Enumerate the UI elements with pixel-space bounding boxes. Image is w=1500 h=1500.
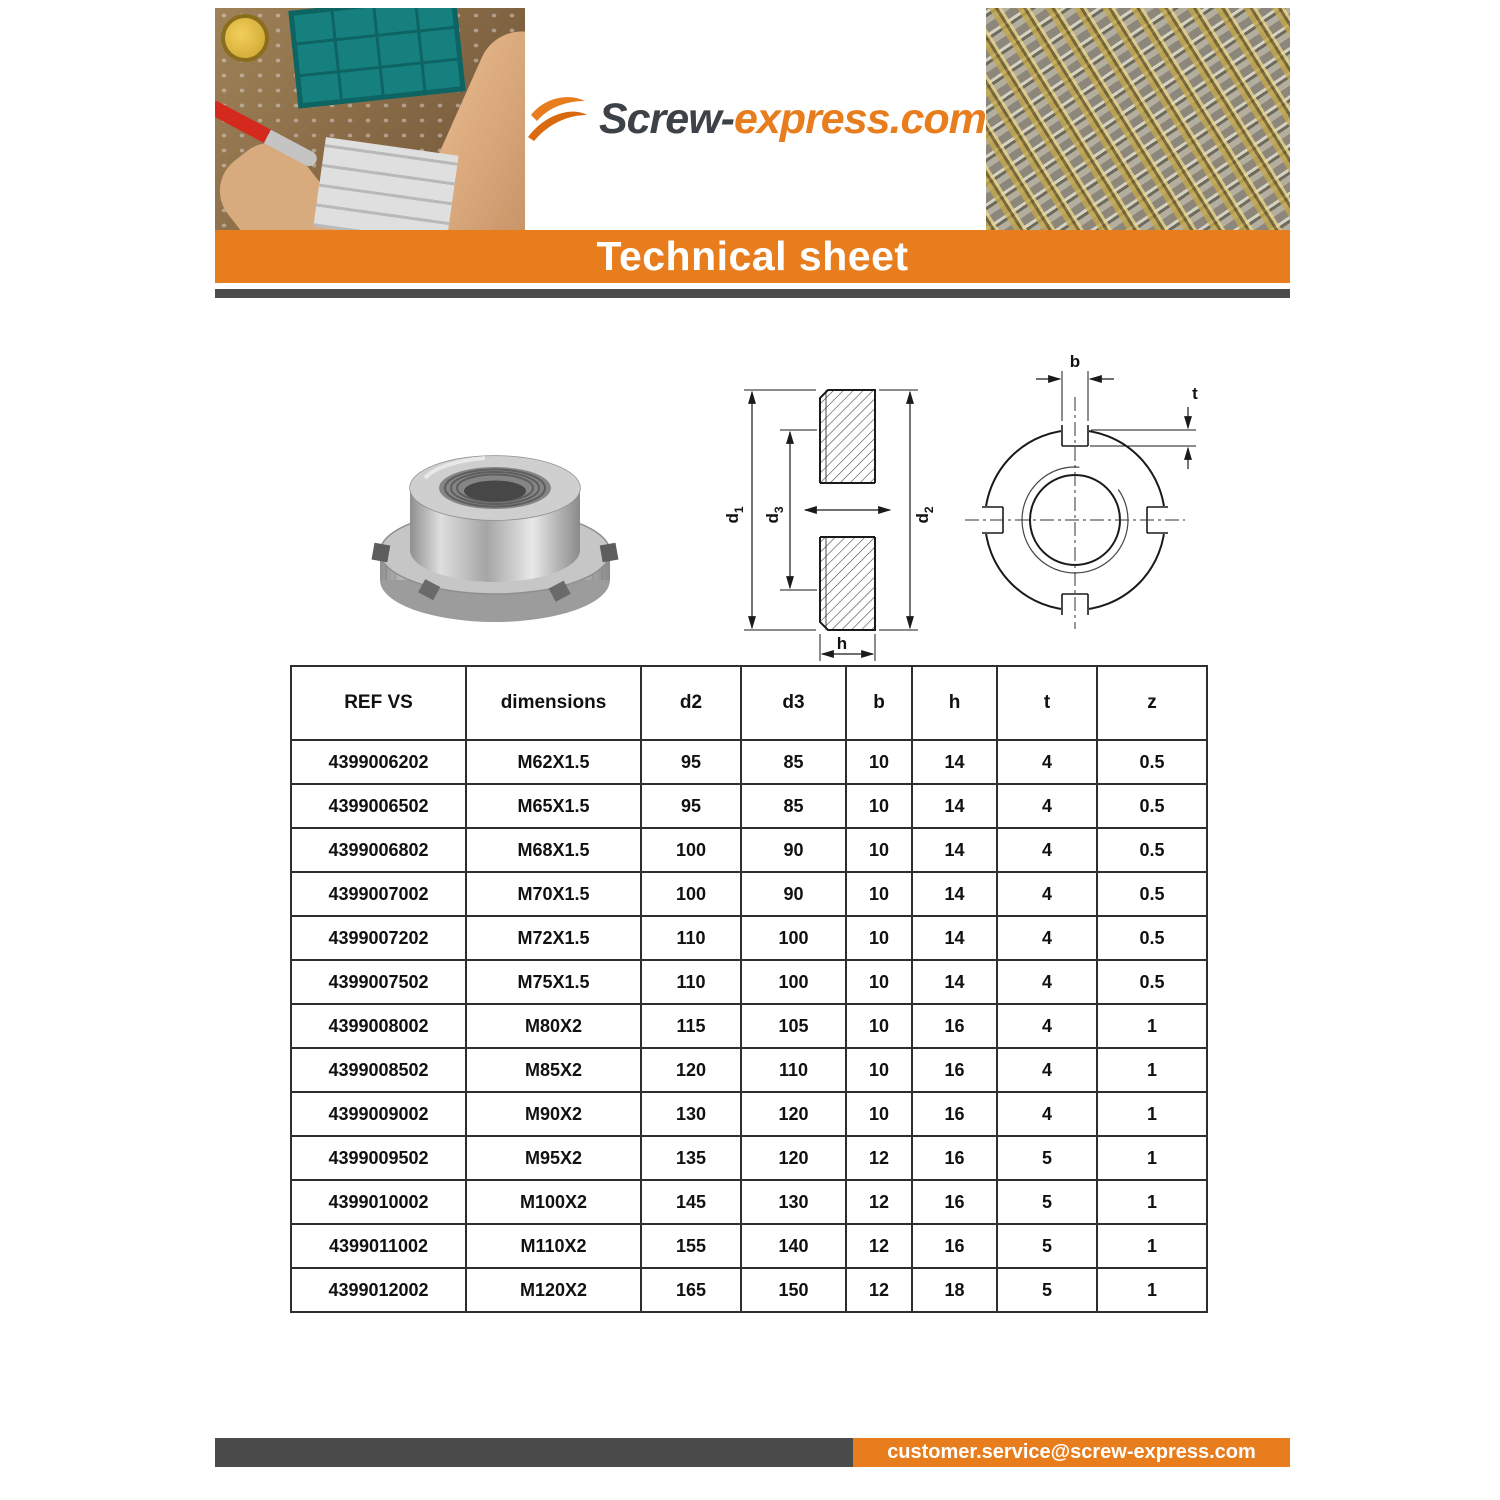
table-cell: 5: [997, 1180, 1097, 1224]
table-row: [291, 1048, 1207, 1092]
table-cell: 4399010002: [291, 1180, 466, 1224]
table-cell: M72X1.5: [466, 916, 641, 960]
dim-label-b: b: [1069, 352, 1081, 371]
table-cell: 95: [641, 740, 741, 784]
table-cell: 5: [997, 1268, 1097, 1312]
table-cell: 95: [641, 784, 741, 828]
table-cell: 90: [741, 828, 846, 872]
footer-contact-block: [853, 1438, 1290, 1467]
table-row: [291, 740, 1207, 784]
column-header-d3: d3: [741, 666, 846, 740]
table-cell: 12: [846, 1268, 912, 1312]
table-cell: 110: [641, 960, 741, 1004]
brand-name-dark: Screw-: [598, 94, 734, 143]
table-cell: 0.5: [1097, 960, 1207, 1004]
table-cell: 4399006202: [291, 740, 466, 784]
table-row: [291, 1224, 1207, 1268]
table-cell: 12: [846, 1224, 912, 1268]
brand-logo: [525, 8, 986, 230]
table-cell: 130: [641, 1092, 741, 1136]
column-header-h: h: [912, 666, 997, 740]
table-body: [291, 740, 1207, 1312]
dimensions-table: [290, 665, 1208, 1313]
table-cell: 0.5: [1097, 916, 1207, 960]
table-cell: 85: [741, 784, 846, 828]
table-cell: 4399008502: [291, 1048, 466, 1092]
table-cell: 4399012002: [291, 1268, 466, 1312]
table-cell: 16: [912, 1180, 997, 1224]
page-header: [215, 8, 1290, 230]
table-cell: 14: [912, 872, 997, 916]
product-photo-slotted-nut: [355, 400, 635, 650]
table-cell: M120X2: [466, 1268, 641, 1312]
table-cell: M110X2: [466, 1224, 641, 1268]
screws-pile-photo: [986, 8, 1290, 230]
cross-section-drawing: [720, 365, 940, 665]
table-cell: M100X2: [466, 1180, 641, 1224]
table-cell: 10: [846, 1004, 912, 1048]
front-view-drawing: [950, 335, 1210, 635]
table-cell: 110: [741, 1048, 846, 1092]
table-cell: 1: [1097, 1004, 1207, 1048]
table-cell: 16: [912, 1224, 997, 1268]
table-cell: 100: [741, 960, 846, 1004]
tape-measure-shape: [221, 14, 269, 62]
table-cell: 1: [1097, 1224, 1207, 1268]
table-cell: 4: [997, 1092, 1097, 1136]
logo-swoosh-icon: [525, 91, 589, 147]
table-cell: 4: [997, 828, 1097, 872]
table-cell: 4: [997, 1004, 1097, 1048]
column-header-z: z: [1097, 666, 1207, 740]
banner-underline: [215, 289, 1290, 298]
table-cell: 16: [912, 1004, 997, 1048]
title-banner: [215, 230, 1290, 283]
table-row: [291, 872, 1207, 916]
table-cell: 90: [741, 872, 846, 916]
table-cell: 5: [997, 1224, 1097, 1268]
table-cell: 150: [741, 1268, 846, 1312]
table-cell: 1: [1097, 1136, 1207, 1180]
table-cell: 14: [912, 916, 997, 960]
table-cell: 110: [641, 916, 741, 960]
table-row: [291, 960, 1207, 1004]
table-cell: 100: [641, 872, 741, 916]
table-cell: M75X1.5: [466, 960, 641, 1004]
workbench-photo: [215, 8, 525, 230]
table-cell: 10: [846, 784, 912, 828]
table-row: [291, 828, 1207, 872]
table-cell: 5: [997, 1136, 1097, 1180]
table-cell: 0.5: [1097, 740, 1207, 784]
column-header-ref: REF VS: [291, 666, 466, 740]
table-cell: 145: [641, 1180, 741, 1224]
table-cell: 16: [912, 1092, 997, 1136]
table-cell: 18: [912, 1268, 997, 1312]
table-cell: M68X1.5: [466, 828, 641, 872]
page-footer: [215, 1438, 1290, 1467]
table-cell: 130: [741, 1180, 846, 1224]
table-cell: M85X2: [466, 1048, 641, 1092]
table-cell: 115: [641, 1004, 741, 1048]
table-cell: 85: [741, 740, 846, 784]
brand-name-orange: express.com: [733, 94, 986, 143]
table-cell: 1: [1097, 1180, 1207, 1224]
table-cell: 4399007002: [291, 872, 466, 916]
dim-label-d1: $d_1$: [723, 506, 746, 524]
table-row: [291, 1092, 1207, 1136]
table-cell: 135: [641, 1136, 741, 1180]
table-cell: 14: [912, 960, 997, 1004]
table-cell: 12: [846, 1136, 912, 1180]
table-cell: 105: [741, 1004, 846, 1048]
table-cell: 10: [846, 740, 912, 784]
table-cell: 4: [997, 916, 1097, 960]
contact-email[interactable]: customer.service@screw-express.com: [887, 1441, 1256, 1463]
table-cell: 10: [846, 960, 912, 1004]
table-cell: 12: [846, 1180, 912, 1224]
table-header-row: [291, 666, 1207, 740]
table-cell: 4399008002: [291, 1004, 466, 1048]
table-cell: 16: [912, 1048, 997, 1092]
table-cell: M95X2: [466, 1136, 641, 1180]
table-cell: 4399009502: [291, 1136, 466, 1180]
table-cell: 4399007202: [291, 916, 466, 960]
table-row: [291, 916, 1207, 960]
brand-name: [599, 95, 986, 144]
dim-label-d2: $d_2$: [913, 506, 936, 524]
column-header-b: b: [846, 666, 912, 740]
page-title: Technical sheet: [596, 233, 909, 279]
dim-label-h: h: [836, 634, 848, 653]
table-cell: 4399011002: [291, 1224, 466, 1268]
table-cell: 10: [846, 872, 912, 916]
table-cell: 4: [997, 872, 1097, 916]
table-cell: 165: [641, 1268, 741, 1312]
table-cell: M70X1.5: [466, 872, 641, 916]
table-cell: M80X2: [466, 1004, 641, 1048]
column-header-d2: d2: [641, 666, 741, 740]
table-cell: 4: [997, 1048, 1097, 1092]
table-row: [291, 1180, 1207, 1224]
table-cell: 155: [641, 1224, 741, 1268]
table-cell: M90X2: [466, 1092, 641, 1136]
table-cell: 0.5: [1097, 828, 1207, 872]
dim-label-t: t: [1192, 384, 1198, 403]
table-cell: 10: [846, 916, 912, 960]
table-cell: 0.5: [1097, 784, 1207, 828]
table-cell: M65X1.5: [466, 784, 641, 828]
organizer-box-shape: [288, 8, 465, 109]
table-cell: 4399007502: [291, 960, 466, 1004]
table-cell: 14: [912, 740, 997, 784]
table-cell: 4: [997, 784, 1097, 828]
dim-label-d3: $d_3$: [763, 506, 786, 524]
table-cell: 4: [997, 740, 1097, 784]
table-cell: 14: [912, 828, 997, 872]
table-cell: 140: [741, 1224, 846, 1268]
table-row: [291, 1004, 1207, 1048]
column-header-t: t: [997, 666, 1097, 740]
table-cell: 0.5: [1097, 872, 1207, 916]
table-cell: M62X1.5: [466, 740, 641, 784]
table-cell: 4399009002: [291, 1092, 466, 1136]
table-row: [291, 784, 1207, 828]
table-cell: 1: [1097, 1268, 1207, 1312]
table-cell: 4399006502: [291, 784, 466, 828]
table-cell: 100: [641, 828, 741, 872]
table-cell: 100: [741, 916, 846, 960]
table-row: [291, 1268, 1207, 1312]
table-cell: 120: [641, 1048, 741, 1092]
table-cell: 10: [846, 828, 912, 872]
table-cell: 120: [741, 1136, 846, 1180]
table-cell: 4399006802: [291, 828, 466, 872]
table-row: [291, 1136, 1207, 1180]
table-cell: 4: [997, 960, 1097, 1004]
column-header-dimensions: dimensions: [466, 666, 641, 740]
table-cell: 10: [846, 1048, 912, 1092]
table-cell: 14: [912, 784, 997, 828]
table-cell: 16: [912, 1136, 997, 1180]
table-cell: 1: [1097, 1048, 1207, 1092]
table-cell: 120: [741, 1092, 846, 1136]
table-cell: 10: [846, 1092, 912, 1136]
table-cell: 1: [1097, 1092, 1207, 1136]
